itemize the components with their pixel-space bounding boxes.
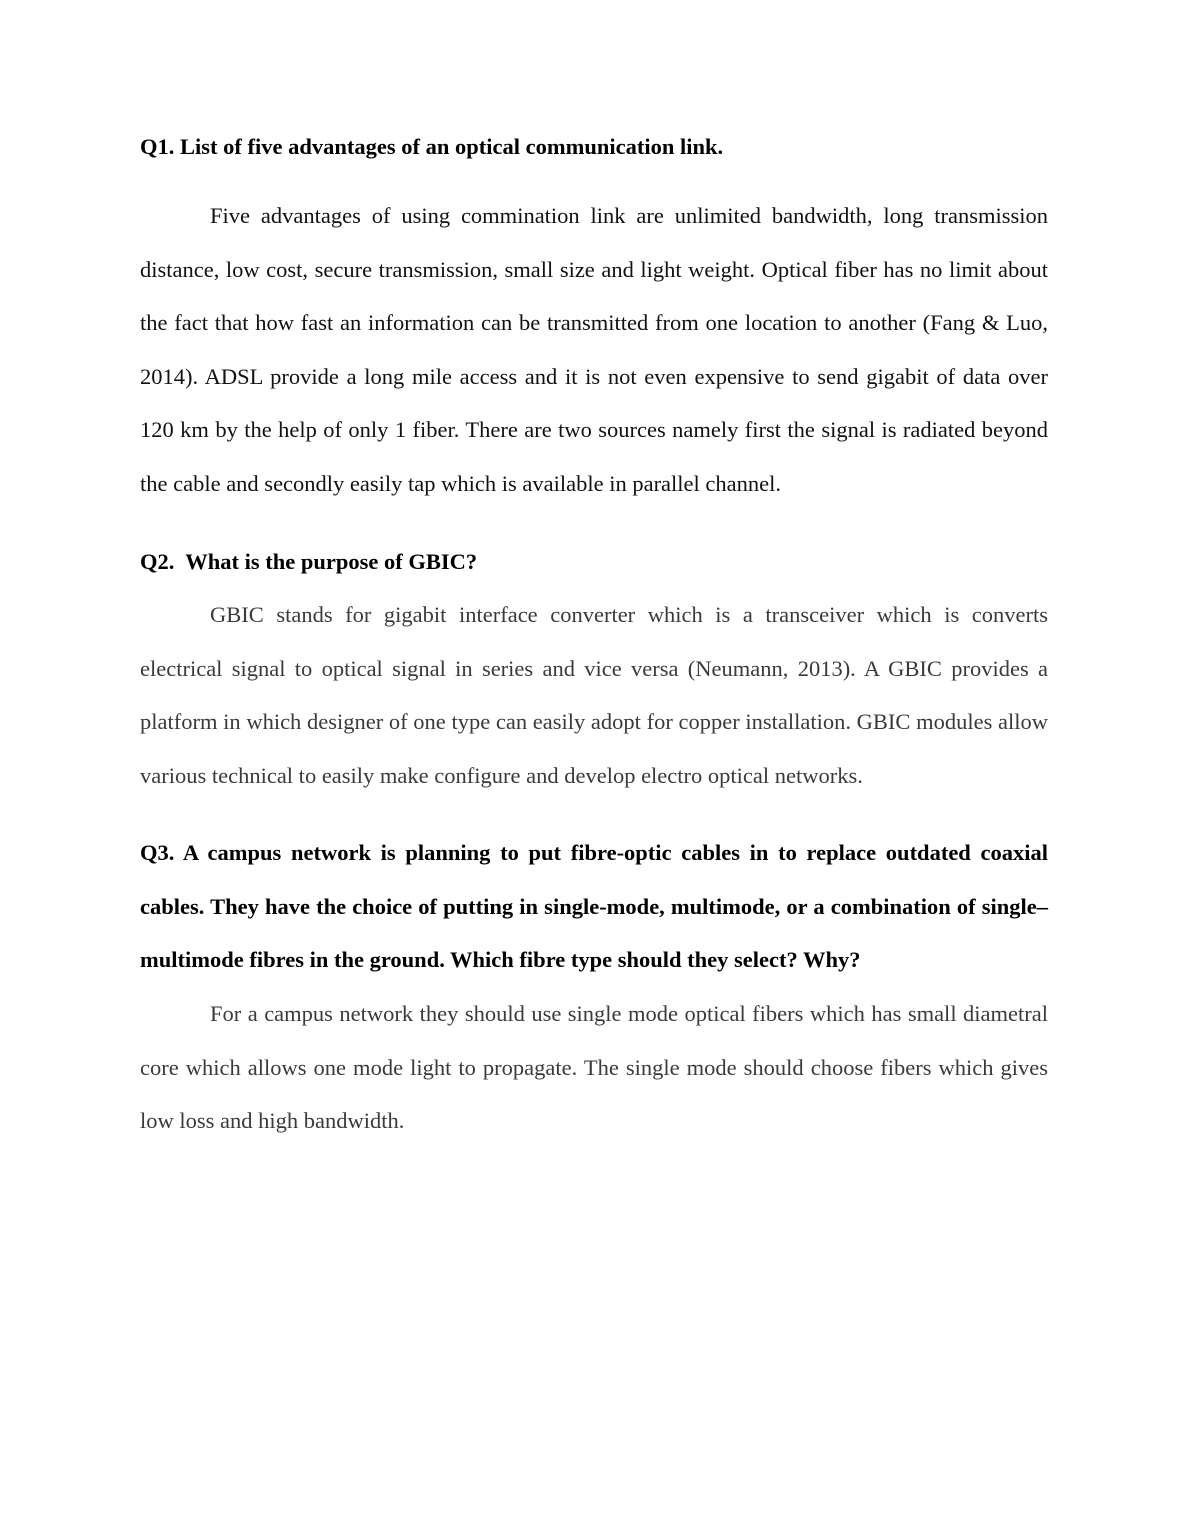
q1-heading: Q1. List of five advantages of an optical communication link. [140, 134, 724, 159]
q2-heading: Q2. What is the purpose of GBIC? [140, 549, 478, 574]
q2-answer: GBIC stands for gigabit interface converter which is a transceiver which is converts electrical signal to optical signal in series and vice versa (Neumann, 2013). A GBIC provides a platform in which designer of one type can easily adopt for copper installation. GBIC modules allow various technical to easily make configure and develop electro optical networks. [140, 602, 1048, 788]
q3-answer: For a campus network they should use single mode optical fibers which has small diametral core which allows one mode light to propagate. The single mode should choose fibers which gives low loss and high bandwidth. [140, 1001, 1048, 1134]
q3-heading: Q3. A campus network is planning to put fibre-optic cables in to replace outdated coaxial cables. They have the choice of putting in single-mode, multimode, or a combination of single–multimode fibres in the ground. Which fibre type should they select? Why? [140, 840, 1048, 973]
q1-answer: Five advantages of using commination link are unlimited bandwidth, long transmission distance, low cost, secure transmission, small size and light weight. Optical fiber has no limit about the fact that how fast an information can be transmitted from one location to another (Fang & Luo, 2014). ADSL provide a long mile access and it is not even expensive to send gigabit of data over 120 km by the help of only 1 fiber. There are two sources namely first the signal is radiated beyond the cable and secondly easily tap which is available in parallel channel. [140, 203, 1048, 496]
